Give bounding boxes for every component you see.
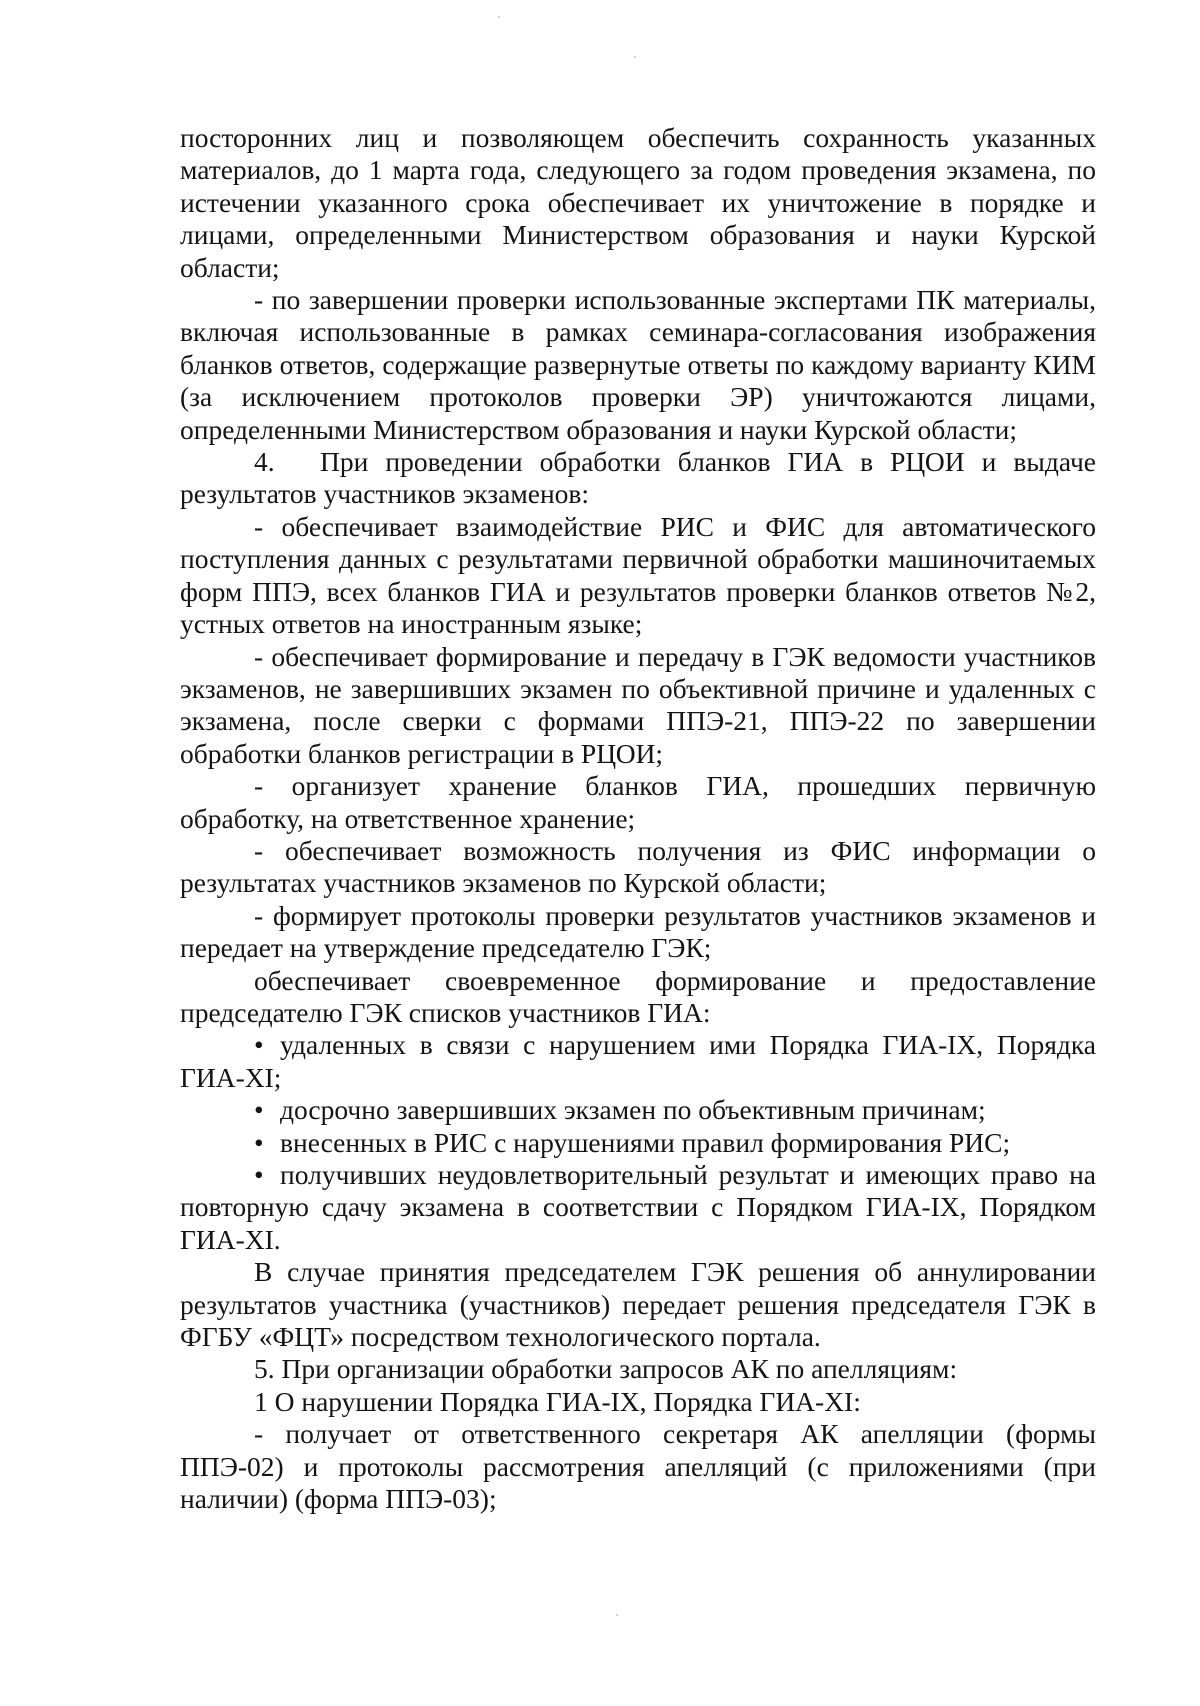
numbered-item-5: 5. При организации обработки запросов АК по апелляциям: (254, 1353, 958, 1385)
bullet-item-unsatisfactory (180, 1159, 1096, 1256)
bullet-item-ris-violations (180, 1127, 1096, 1159)
scan-speck (498, 16, 500, 18)
paragraph-fis-information: - обеспечивает возможность получения из ФИС информации о результатах участников экзаменов по Курской области; (180, 834, 1096, 899)
paragraph-annulment: В случае принятия председателем ГЭК решения об аннулировании результатов участника (участников) передает решения председателя ГЭК в ФГБУ «ФЦТ» посредством технологического портала. (180, 1256, 1096, 1353)
bullet-icon: • (254, 1094, 264, 1126)
scan-speck (616, 1614, 618, 1616)
paragraph-forms-storage: - организует хранение бланков ГИА, прошедших первичную обработку, на ответственное хранение; (180, 770, 1096, 834)
bullet-item-text: получивших неудовлетворительный результат и имеющих право на повторную сдачу экзамена в соответствии с Порядком ГИА-IX, Порядком ГИА-XI. (180, 1159, 1096, 1255)
numbered-item-4 (180, 446, 1096, 511)
paragraph-destruction-after-check: - по завершении проверки использованные экспертами ПК материалы, включая использованные в рамках семинара-согласования изображения бланков ответов, содержащие развернутые ответы по каждому варианту КИМ (за исключением протоколов проверки ЭР) уничтожаются лицами, определенными Министерством образования и науки Курской области; (180, 284, 1096, 445)
bullet-icon: • (254, 1126, 264, 1158)
bullet-item-text: досрочно завершивших экзамен по объективным причинам; (280, 1094, 986, 1126)
item-4-text: При проведении обработки бланков ГИА в РЦОИ и выдаче результатов участников экзаменов: (180, 446, 1096, 510)
paragraph-participant-lists: обеспечивает своевременное формирование и предоставление председателю ГЭК списков участников ГИА: (180, 964, 1096, 1028)
paragraph-gek-statement: - обеспечивает формирование и передачу в ГЭК ведомости участников экзаменов, не завершивших экзамен по объективной причине и удаленных с экзамена, после сверки с формами ППЭ-21, ППЭ-22 по завершении обработки бланков регистрации в РЦОИ; (180, 640, 1096, 769)
paragraph-ris-fis-interaction: - обеспечивает взаимодействие РИС и ФИС для автоматического поступления данных с результатами первичной обработки машиночитаемых форм ППЭ, всех бланков ГИА и результатов проверки бланков ответов №2, устных ответов на иностранным языке; (180, 510, 1096, 640)
bullet-icon: • (254, 1029, 264, 1061)
bullet-item-removed (180, 1029, 1096, 1094)
item-number: 4. (254, 446, 275, 478)
bullet-item-text: внесенных в РИС с нарушениями правил формирования РИС; (280, 1126, 1011, 1158)
paragraph-protocols: - формирует протоколы проверки результатов участников экзаменов и передает на утверждение председателю ГЭК; (180, 899, 1096, 964)
paragraph-appeals-receipt: - получает от ответственного секретаря АК апелляции (формы ППЭ-02) и протоколы рассмотрения апелляций (с приложениями (при наличии) (форма ППЭ-03); (180, 1418, 1096, 1515)
bullet-item-text: удаленных в связи с нарушением ими Порядка ГИА-IX, Порядка ГИА-XI; (180, 1029, 1096, 1093)
bullet-item-early-finish (180, 1094, 1096, 1126)
subitem-1-procedure-violation: 1 О нарушении Порядка ГИА-IX, Порядка ГИА-XI: (254, 1385, 861, 1417)
scan-speck (634, 56, 636, 58)
paragraph-storage-continuation: посторонних лиц и позволяющем обеспечить сохранность указанных материалов, до 1 марта года, следующего за годом проведения экзамена, по истечении указанного срока обеспечивает их уничтожение в порядке и лицами, определенными Министерством образования и науки Курской области; (180, 122, 1096, 283)
bullet-icon: • (254, 1159, 264, 1190)
document-body (180, 122, 1096, 1515)
